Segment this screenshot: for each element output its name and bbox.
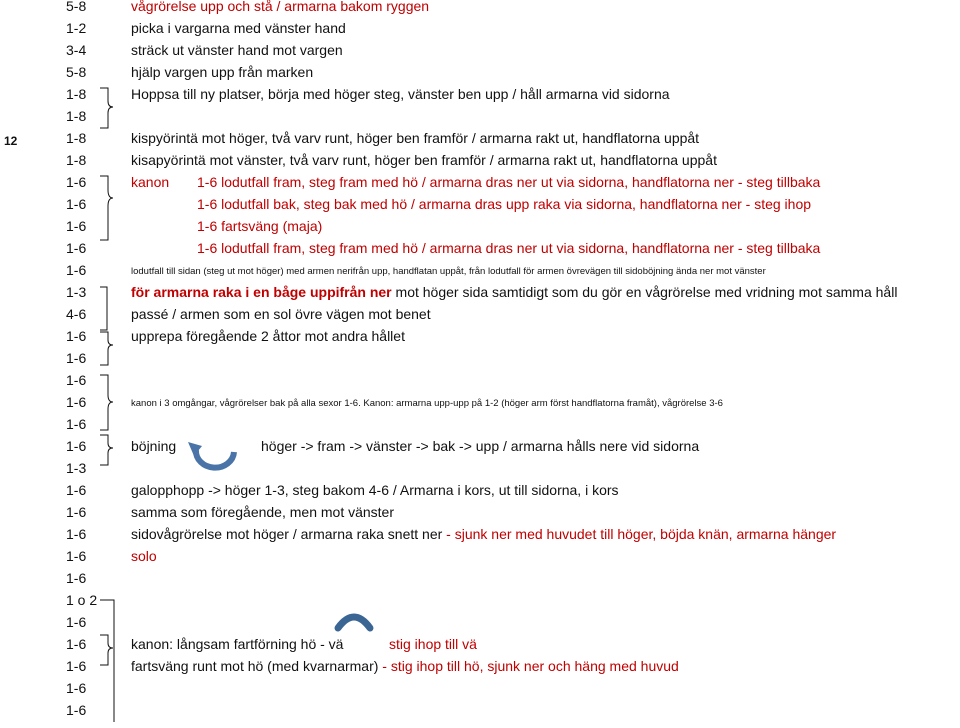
count-label: 1-2 — [66, 20, 87, 36]
count-label: 1-6 — [66, 680, 87, 696]
count-label: 1-8 — [66, 130, 87, 146]
count-label: 1-6 — [66, 482, 87, 498]
count-label: 4-6 — [66, 306, 87, 322]
count-label: 1-3 — [66, 460, 87, 476]
count-label: 1-6 — [66, 614, 87, 630]
step-text: passé / armen som en sol övre vägen mot benet — [131, 306, 431, 322]
count-label: 1-6 — [66, 262, 87, 278]
count-label: 1-3 — [66, 284, 87, 300]
section-number: 12 — [4, 134, 18, 148]
brace-icon — [100, 635, 113, 665]
bracket-group — [100, 88, 114, 722]
step-text: 1-6 fartsväng (maja) — [197, 218, 323, 234]
step-text: hjälp vargen upp från marken — [131, 64, 314, 80]
step-text: lodutfall till sidan (steg ut mot höger) med armen nerifrån upp, handflatan uppåt, från lodutfall för armen övrevägen till sidoböjning ända ner mot vänster — [131, 266, 766, 277]
brace-icon — [100, 435, 113, 465]
step-text: solo — [131, 548, 157, 564]
count-label: 1-6 — [66, 658, 87, 674]
arch-arrow-icon — [338, 617, 370, 628]
brace-icon — [100, 375, 113, 430]
count-label: 1-6 — [66, 174, 87, 190]
brace-icon — [100, 88, 113, 128]
count-label: 1-6 — [66, 372, 87, 388]
count-label: 1-6 — [66, 218, 87, 234]
brace-icon — [100, 600, 114, 722]
rotate-arrow-icon — [188, 442, 234, 468]
step-text: kanon: långsam fartförning hö - vä — [131, 636, 344, 652]
brace-icon — [100, 287, 107, 330]
count-label: 1-6 — [66, 438, 87, 454]
count-label: 1-6 — [66, 350, 87, 366]
count-label: 1-6 — [66, 570, 87, 586]
count-label: 1-8 — [66, 108, 87, 124]
step-text: picka i vargarna med vänster hand — [131, 20, 346, 36]
step-text: galopphopp -> höger 1-3, steg bakom 4-6 / Armarna i kors, ut till sidorna, i kors — [131, 482, 619, 498]
brace-icon — [100, 176, 113, 240]
step-text-red: stig ihop till vä — [389, 636, 477, 652]
brace-icon — [100, 332, 113, 365]
count-label: 1-6 — [66, 636, 87, 652]
step-text: samma som föregående, men mot vänster — [131, 504, 395, 520]
step-text-main: sidovågrörelse mot höger / armarna raka snett ner — [131, 526, 443, 542]
count-label: 1-8 — [66, 86, 87, 102]
count-label: 1-6 — [66, 548, 87, 564]
count-label: 5-8 — [66, 0, 87, 14]
step-text: upprepa föregående 2 åttor mot andra hållet — [131, 328, 405, 344]
count-label: 1-8 — [66, 152, 87, 168]
count-label: 1-6 — [66, 240, 87, 256]
count-label: 1-6 — [66, 416, 87, 432]
step-text: kisapyörintä mot vänster, två varv runt, höger ben framför / armarna rakt ut, handflatorna uppåt — [131, 152, 717, 168]
count-label: 1 o 2 — [66, 592, 98, 608]
step-text: böjning — [131, 438, 177, 454]
step-text: kanon i 3 omgångar, vågrörelser bak på alla sexor 1-6. Kanon: armarna upp-upp på 1-2 (höger arm först handflatorna framåt), vågrörelse 3-6 — [131, 398, 723, 409]
step-text-rest: mot höger sida samtidigt som du gör en vågrörelse med vridning mot samma håll — [391, 284, 898, 300]
count-label: 5-8 — [66, 64, 87, 80]
step-text-emphasis: för armarna raka i en båge uppifrån ner — [131, 284, 392, 300]
count-label: 1-6 — [66, 394, 87, 410]
step-text-direction: höger -> fram -> vänster -> bak -> upp / armarna hålls nere vid sidorna — [261, 438, 700, 454]
kanon-label: kanon — [131, 174, 170, 190]
count-label: 1-6 — [66, 196, 87, 212]
step-text: 1-6 lodutfall fram, steg fram med hö / armarna dras ner ut via sidorna, handflatorna ner - steg tillbaka — [197, 174, 821, 190]
count-label: 3-4 — [66, 42, 87, 58]
step-text-red: - stig ihop till hö, sjunk ner och häng med huvud — [378, 658, 679, 674]
step-text-red: - sjunk ner med huvudet till höger, böjda knän, armarna hänger — [442, 526, 837, 542]
count-label: 1-6 — [66, 702, 87, 718]
step-text-main: fartsväng runt mot hö (med kvarnarmar) — [131, 658, 379, 674]
step-text: Hoppsa till ny platser, börja med höger steg, vänster ben upp / håll armarna vid sidorna — [131, 86, 670, 102]
step-text: kispyörintä mot höger, två varv runt, höger ben framför / armarna rakt ut, handflatorna uppåt — [131, 130, 700, 146]
count-label: 1-6 — [66, 526, 87, 542]
count-label: 1-6 — [66, 328, 87, 344]
step-text: sträck ut vänster hand mot vargen — [131, 42, 343, 58]
step-text: 1-6 lodutfall bak, steg bak med hö / armarna dras upp raka via sidorna, handflatorna ner - steg ihop — [197, 196, 812, 212]
count-label: 1-6 — [66, 504, 87, 520]
step-text: 1-6 lodutfall fram, steg fram med hö / armarna dras ner ut via sidorna, handflatorna ner - steg tillbaka — [197, 240, 821, 256]
step-text: vågrörelse upp och stå / armarna bakom ryggen — [131, 0, 430, 14]
